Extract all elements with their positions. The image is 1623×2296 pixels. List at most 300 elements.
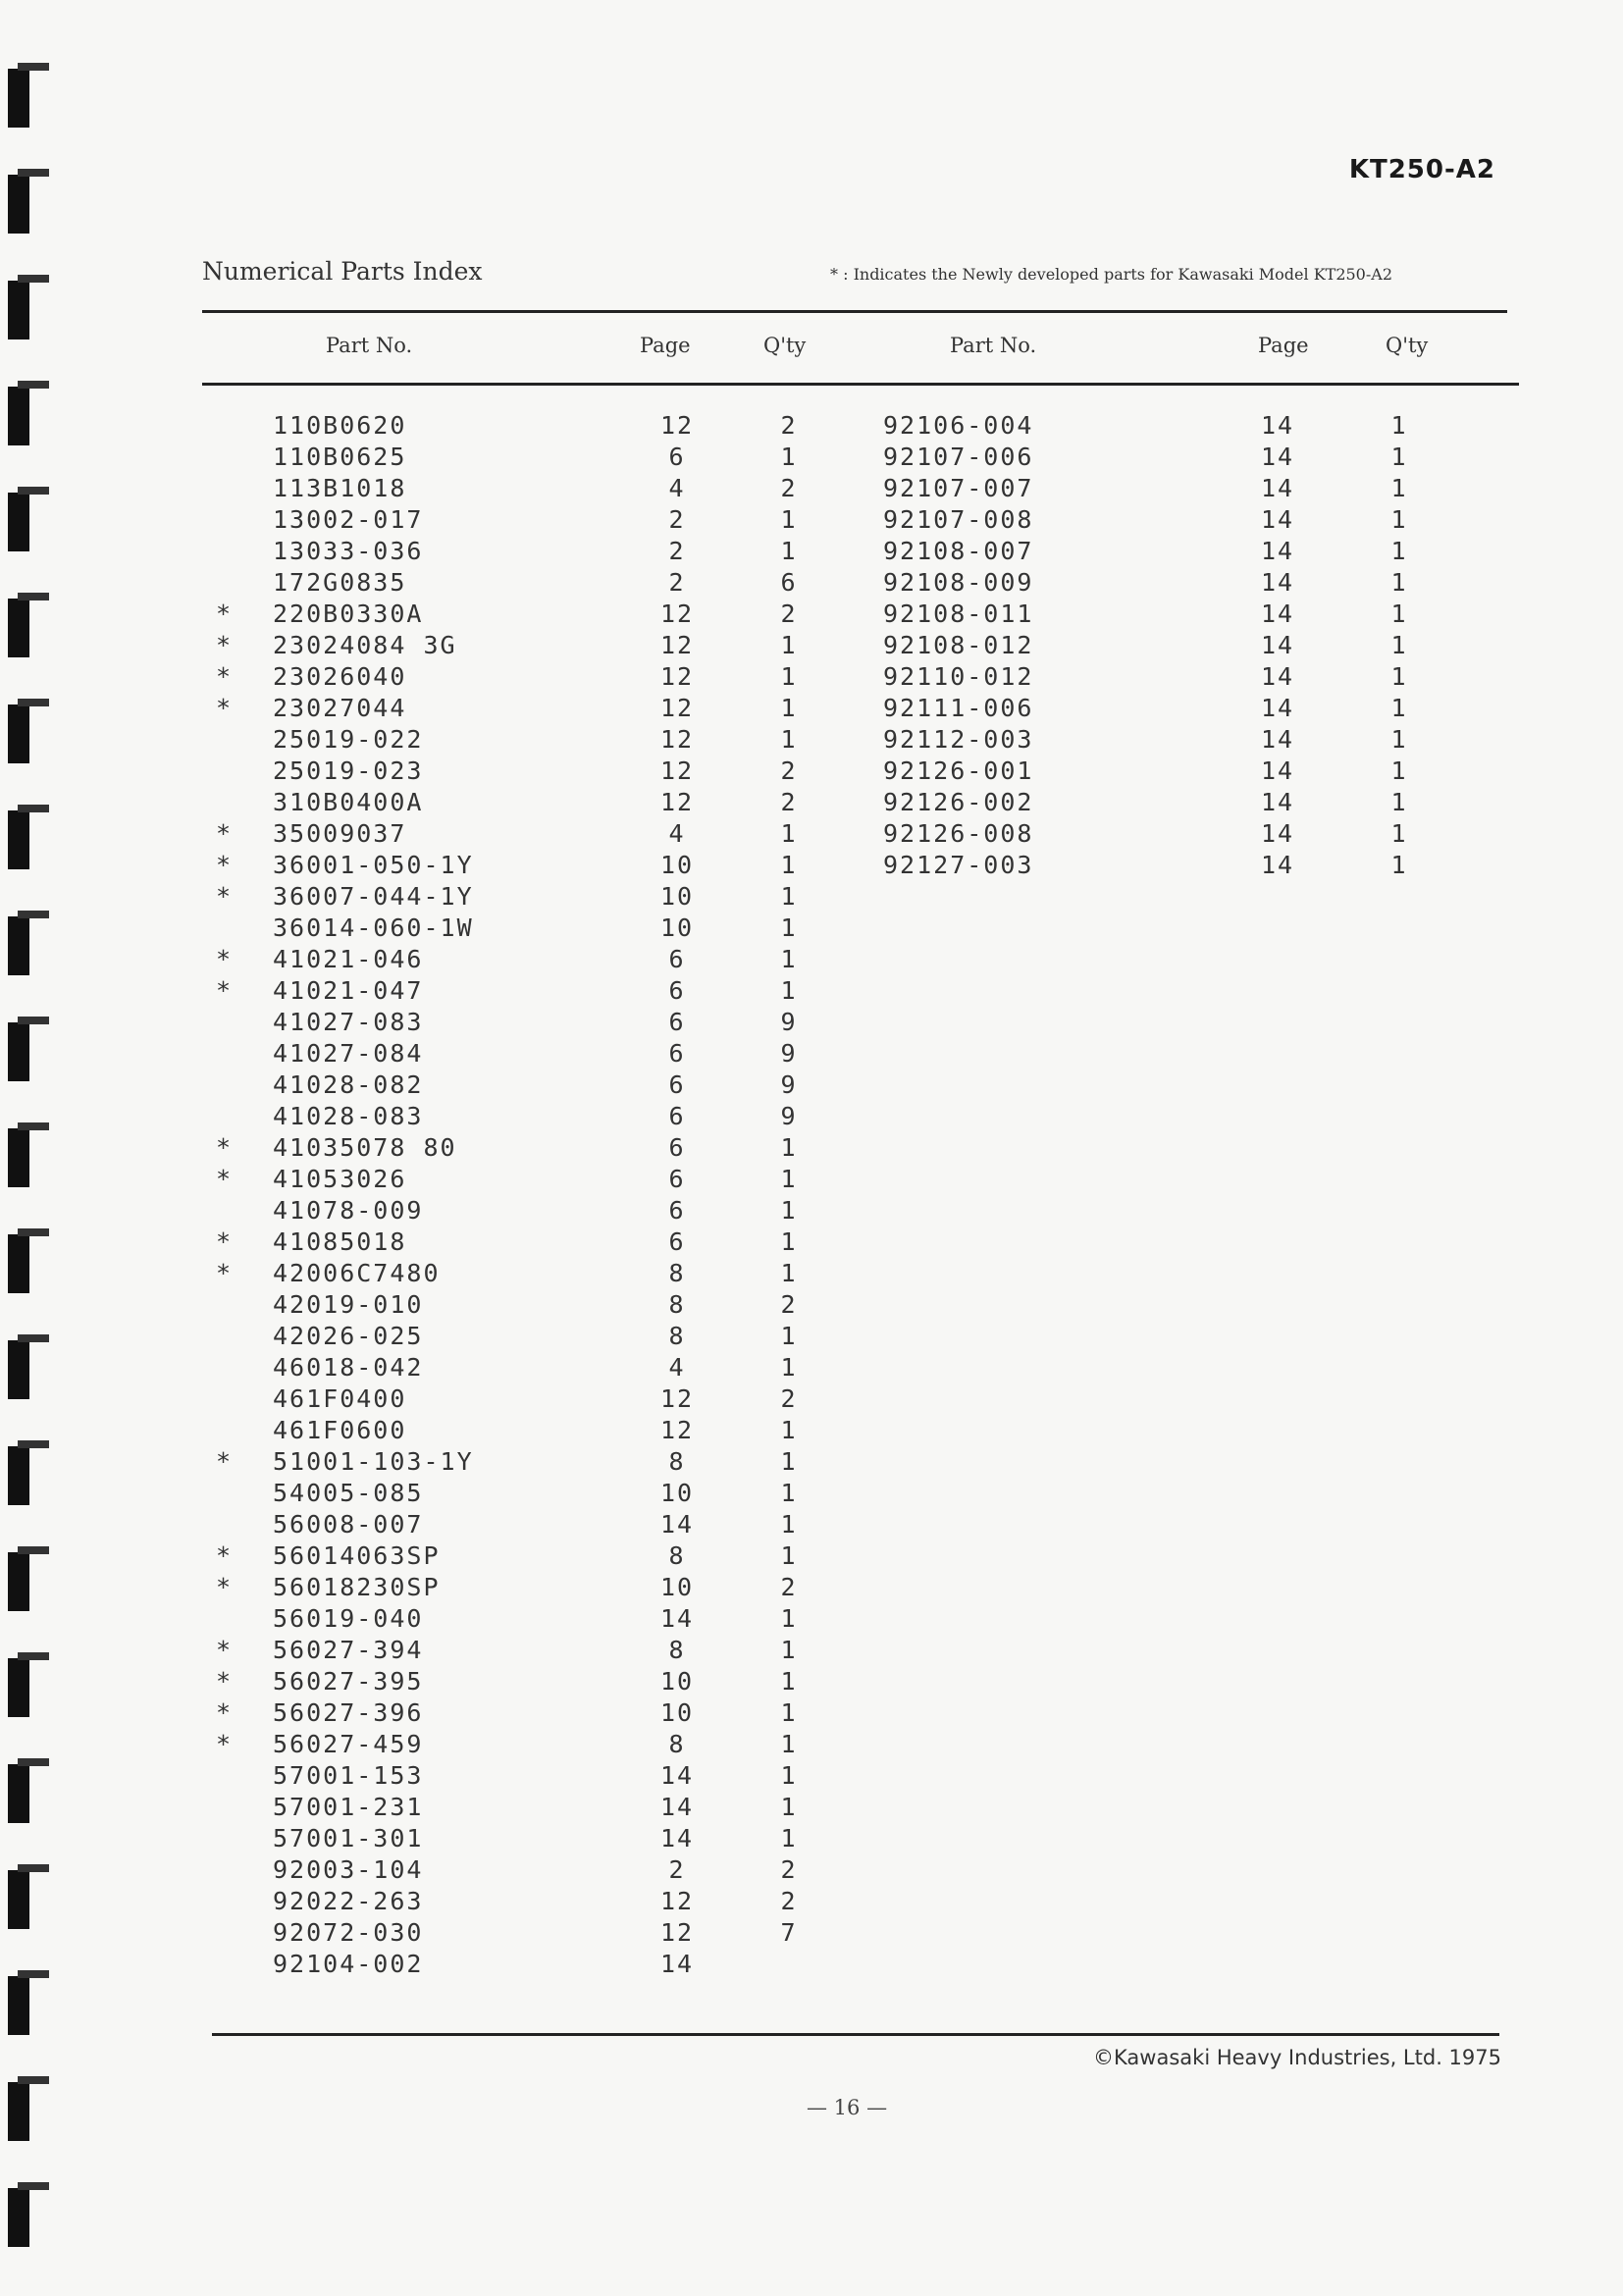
page-ref: 8 [668, 1447, 686, 1476]
page-ref: 6 [668, 976, 686, 1005]
quantity: 1 [780, 505, 798, 534]
page-ref: 14 [1260, 474, 1295, 502]
part-number: 92111-006 [883, 694, 1034, 722]
part-number: 13002-017 [273, 505, 424, 534]
new-part-marker [216, 1007, 233, 1038]
binding-ring [18, 1122, 49, 1130]
quantity: 6 [780, 568, 798, 597]
new-part-marker [216, 1823, 233, 1854]
part-number: 92110-012 [883, 662, 1034, 691]
part-number: 56014063SP [273, 1541, 441, 1570]
new-part-marker: * [216, 1636, 234, 1664]
binding-ring [18, 2182, 49, 2190]
quantity: 1 [1390, 694, 1408, 722]
quantity: 1 [780, 1353, 798, 1382]
part-number: 92126-002 [883, 788, 1034, 816]
part-number: 92107-007 [883, 474, 1034, 502]
new-part-marker [216, 1886, 233, 1917]
new-part-marker: * [216, 851, 234, 879]
new-part-marker: * [216, 945, 234, 973]
quantity: 1 [780, 662, 798, 691]
new-part-marker [216, 724, 233, 756]
binding-ring [18, 1228, 49, 1236]
quantity: 1 [780, 1510, 798, 1539]
part-number: 42006C7480 [273, 1259, 441, 1287]
new-part-marker: * [216, 600, 234, 628]
part-number: 56019-040 [273, 1604, 424, 1633]
spiral-binding [0, 0, 69, 2296]
quantity: 1 [1390, 411, 1408, 440]
new-part-marker [216, 913, 233, 944]
left-page-column [648, 410, 707, 1980]
right-page-column [1248, 410, 1307, 881]
quantity: 1 [780, 851, 798, 879]
binding-ring [18, 805, 49, 812]
part-number: 46018-042 [273, 1353, 424, 1382]
page-ref: 14 [1260, 537, 1295, 565]
page-ref: 14 [1260, 757, 1295, 785]
quantity: 9 [780, 1102, 798, 1130]
binding-hole [8, 1764, 29, 1823]
binding-hole [8, 1340, 29, 1399]
quantity: 1 [1390, 725, 1408, 754]
part-number: 41028-083 [273, 1102, 424, 1130]
quantity: 1 [780, 1604, 798, 1633]
part-number: 42019-010 [273, 1290, 424, 1319]
page-ref: 6 [668, 1039, 686, 1068]
page-ref: 14 [1260, 631, 1295, 659]
right-page-header: Page [1258, 334, 1309, 357]
page-ref: 12 [659, 631, 695, 659]
page-ref: 6 [668, 1008, 686, 1036]
header-bottom-rule [202, 383, 1519, 386]
page-ref: 14 [1260, 819, 1295, 848]
new-part-marker [216, 1949, 233, 1980]
part-number: 41078-009 [273, 1196, 424, 1225]
quantity: 1 [1390, 505, 1408, 534]
part-number: 92112-003 [883, 725, 1034, 754]
page-ref: 14 [659, 1950, 695, 1978]
page-ref: 12 [659, 725, 695, 754]
quantity: 1 [780, 694, 798, 722]
binding-ring [18, 487, 49, 495]
part-number: 110B0625 [273, 443, 407, 471]
page-ref: 6 [668, 1070, 686, 1099]
new-part-marker [216, 504, 233, 536]
quantity: 1 [780, 1667, 798, 1696]
page-ref: 12 [659, 757, 695, 785]
quantity: 1 [1390, 474, 1408, 502]
quantity: 2 [780, 1855, 798, 1884]
part-number: 172G0835 [273, 568, 407, 597]
quantity: 7 [780, 1918, 798, 1947]
part-number: 92106-004 [883, 411, 1034, 440]
quantity: 1 [780, 1133, 798, 1162]
quantity: 1 [780, 537, 798, 565]
part-number: 461F0400 [273, 1384, 407, 1413]
binding-ring [18, 1546, 49, 1554]
quantity: 1 [1390, 537, 1408, 565]
quantity: 1 [1390, 788, 1408, 816]
part-number: 92107-008 [883, 505, 1034, 534]
new-part-marker [216, 1195, 233, 1226]
part-number: 41027-084 [273, 1039, 424, 1068]
page-ref: 14 [1260, 600, 1295, 628]
quantity: 1 [780, 1165, 798, 1193]
left-qty-header: Q'ty [763, 334, 807, 357]
part-number: 92072-030 [273, 1918, 424, 1947]
part-number: 92108-011 [883, 600, 1034, 628]
model-id: KT250-A2 [1348, 155, 1495, 184]
binding-hole [8, 2082, 29, 2141]
page-ref: 8 [668, 1290, 686, 1319]
new-part-marker [216, 1038, 233, 1070]
new-part-marker: * [216, 662, 234, 691]
part-number: 41021-046 [273, 945, 424, 973]
part-number: 92104-002 [273, 1950, 424, 1978]
page-ref: 14 [1260, 788, 1295, 816]
page-ref: 10 [659, 851, 695, 879]
new-part-marker: * [216, 1698, 234, 1727]
new-part-marker [216, 1101, 233, 1132]
part-number: 57001-301 [273, 1824, 424, 1852]
part-number: 92108-009 [883, 568, 1034, 597]
page-ref: 10 [659, 1573, 695, 1601]
part-number: 35009037 [273, 819, 407, 848]
binding-hole [8, 1446, 29, 1505]
part-number: 56027-394 [273, 1636, 424, 1664]
part-number: 92022-263 [273, 1887, 424, 1915]
part-number: 36014-060-1W [273, 913, 474, 942]
binding-ring [18, 1017, 49, 1024]
page-title: Numerical Parts Index [202, 257, 483, 286]
part-number: 92003-104 [273, 1855, 424, 1884]
quantity: 1 [780, 913, 798, 942]
page-ref: 2 [668, 537, 686, 565]
left-star-column [216, 410, 233, 1980]
part-number: 23026040 [273, 662, 407, 691]
quantity: 1 [1390, 600, 1408, 628]
page-ref: 14 [659, 1510, 695, 1539]
quantity [771, 1949, 807, 1980]
quantity: 2 [780, 474, 798, 502]
new-part-marker: * [216, 1133, 234, 1162]
page-ref: 14 [1260, 851, 1295, 879]
quantity: 1 [780, 1698, 798, 1727]
binding-hole [8, 69, 29, 128]
page-ref: 2 [668, 1855, 686, 1884]
quantity: 1 [780, 1416, 798, 1444]
page-ref: 12 [659, 788, 695, 816]
quantity: 1 [780, 725, 798, 754]
new-part-marker [216, 1070, 233, 1101]
new-part-marker: * [216, 882, 234, 911]
new-part-marker: * [216, 976, 234, 1005]
quantity: 1 [780, 1824, 798, 1852]
page-ref: 2 [668, 568, 686, 597]
quantity: 1 [1390, 662, 1408, 691]
quantity: 1 [780, 819, 798, 848]
part-number: 36007-044-1Y [273, 882, 474, 911]
binding-ring [18, 2076, 49, 2084]
left-qty-column [771, 410, 807, 1980]
binding-hole [8, 704, 29, 763]
quantity: 1 [780, 1227, 798, 1256]
binding-ring [18, 699, 49, 706]
header-top-rule [202, 310, 1507, 313]
quantity: 1 [780, 945, 798, 973]
page-ref: 10 [659, 1698, 695, 1727]
quantity: 1 [1390, 851, 1408, 879]
binding-ring [18, 1758, 49, 1766]
part-number: 23024084 3G [273, 631, 457, 659]
right-qty-header: Q'ty [1386, 334, 1429, 357]
new-part-marker: * [216, 631, 234, 659]
part-number: 41028-082 [273, 1070, 424, 1099]
part-number: 110B0620 [273, 411, 407, 440]
new-part-marker [216, 1603, 233, 1635]
quantity: 1 [780, 1793, 798, 1821]
new-part-marker [216, 1509, 233, 1540]
page-ref: 14 [1260, 725, 1295, 754]
page-number: — 16 — [807, 2096, 888, 2119]
part-number: 41053026 [273, 1165, 407, 1193]
binding-hole [8, 281, 29, 339]
binding-ring [18, 1440, 49, 1448]
page-ref: 14 [659, 1824, 695, 1852]
page-ref: 4 [668, 819, 686, 848]
quantity: 1 [780, 1636, 798, 1664]
page-ref: 14 [1260, 411, 1295, 440]
page-ref: 14 [659, 1761, 695, 1790]
page-ref: 12 [659, 1887, 695, 1915]
page-ref: 2 [668, 505, 686, 534]
page-ref: 4 [668, 474, 686, 502]
right-qty-column [1382, 410, 1417, 881]
part-number: 57001-153 [273, 1761, 424, 1790]
new-part-marker [216, 536, 233, 567]
binding-hole [8, 916, 29, 975]
part-number: 461F0600 [273, 1416, 407, 1444]
page-ref: 14 [659, 1604, 695, 1633]
part-number: 42026-025 [273, 1322, 424, 1350]
footer-rule [212, 2033, 1499, 2036]
new-part-marker [216, 1289, 233, 1321]
part-number: 41035078 80 [273, 1133, 457, 1162]
binding-hole [8, 493, 29, 551]
page-ref: 10 [659, 913, 695, 942]
part-number: 92126-008 [883, 819, 1034, 848]
new-part-marker [216, 1478, 233, 1509]
binding-hole [8, 2188, 29, 2247]
part-number: 92108-012 [883, 631, 1034, 659]
new-part-marker [216, 1792, 233, 1823]
quantity: 1 [780, 1761, 798, 1790]
page-ref: 14 [1260, 662, 1295, 691]
part-number: 92126-001 [883, 757, 1034, 785]
binding-hole [8, 387, 29, 445]
new-part-marker: * [216, 1165, 234, 1193]
page-ref: 6 [668, 443, 686, 471]
new-part-marker [216, 567, 233, 599]
binding-ring [18, 1970, 49, 1978]
binding-hole [8, 1976, 29, 2035]
page-ref: 12 [659, 1384, 695, 1413]
new-part-marker [216, 442, 233, 473]
page-ref: 6 [668, 1133, 686, 1162]
page-ref: 12 [659, 662, 695, 691]
quantity: 1 [780, 1322, 798, 1350]
part-number: 113B1018 [273, 474, 407, 502]
page-ref: 14 [1260, 505, 1295, 534]
page-ref: 14 [1260, 443, 1295, 471]
part-number: 41085018 [273, 1227, 407, 1256]
page-ref: 6 [668, 945, 686, 973]
quantity: 1 [1390, 819, 1408, 848]
part-number: 41027-083 [273, 1008, 424, 1036]
quantity: 2 [780, 788, 798, 816]
left-partno-column [273, 410, 474, 1980]
quantity: 2 [780, 600, 798, 628]
page-ref: 12 [659, 600, 695, 628]
binding-ring [18, 169, 49, 177]
page-ref: 6 [668, 1227, 686, 1256]
quantity: 2 [780, 1573, 798, 1601]
new-part-marker: * [216, 694, 234, 722]
page-ref: 8 [668, 1541, 686, 1570]
part-number: 56027-459 [273, 1730, 424, 1758]
new-part-marker [216, 1917, 233, 1949]
part-number: 92108-007 [883, 537, 1034, 565]
part-number: 56027-396 [273, 1698, 424, 1727]
binding-hole [8, 810, 29, 869]
part-number: 36001-050-1Y [273, 851, 474, 879]
quantity: 1 [780, 976, 798, 1005]
part-number: 92107-006 [883, 443, 1034, 471]
new-part-marker [216, 1760, 233, 1792]
new-part-marker: * [216, 1667, 234, 1696]
part-number: 13033-036 [273, 537, 424, 565]
new-part-marker: * [216, 819, 234, 848]
new-part-marker: * [216, 1259, 234, 1287]
new-part-marker: * [216, 1541, 234, 1570]
quantity: 1 [780, 1730, 798, 1758]
new-part-marker [216, 1383, 233, 1415]
new-part-marker [216, 787, 233, 818]
binding-ring [18, 275, 49, 283]
quantity: 1 [780, 1541, 798, 1570]
new-part-marker [216, 410, 233, 442]
page-ref: 8 [668, 1322, 686, 1350]
quantity: 1 [1390, 568, 1408, 597]
page-ref: 12 [659, 1918, 695, 1947]
binding-hole [8, 599, 29, 657]
binding-hole [8, 1658, 29, 1717]
part-number: 51001-103-1Y [273, 1447, 474, 1476]
page-ref: 12 [659, 694, 695, 722]
quantity: 1 [780, 631, 798, 659]
left-partno-header: Part No. [326, 334, 413, 357]
quantity: 9 [780, 1008, 798, 1036]
page-ref: 6 [668, 1102, 686, 1130]
binding-hole [8, 1234, 29, 1293]
part-number: 56008-007 [273, 1510, 424, 1539]
binding-hole [8, 1870, 29, 1929]
binding-ring [18, 381, 49, 389]
binding-hole [8, 1128, 29, 1187]
quantity: 1 [780, 1196, 798, 1225]
new-part-marker [216, 1352, 233, 1383]
page-ref: 10 [659, 1479, 695, 1507]
page-ref: 12 [659, 1416, 695, 1444]
page-ref: 8 [668, 1730, 686, 1758]
quantity: 2 [780, 757, 798, 785]
quantity: 1 [780, 443, 798, 471]
part-number: 25019-023 [273, 757, 424, 785]
part-number: 56018230SP [273, 1573, 441, 1601]
copyright: ©Kawasaki Heavy Industries, Ltd. 1975 [1093, 2046, 1501, 2069]
new-part-marker [216, 1321, 233, 1352]
binding-ring [18, 1864, 49, 1872]
page-ref: 14 [1260, 694, 1295, 722]
page-ref: 8 [668, 1636, 686, 1664]
quantity: 1 [780, 1479, 798, 1507]
new-part-marker [216, 756, 233, 787]
new-part-marker: * [216, 1730, 234, 1758]
part-number: 220B0330A [273, 600, 424, 628]
page-ref: 14 [659, 1793, 695, 1821]
quantity: 2 [780, 1384, 798, 1413]
quantity: 9 [780, 1070, 798, 1099]
quantity: 2 [780, 1290, 798, 1319]
page-ref: 6 [668, 1196, 686, 1225]
quantity: 9 [780, 1039, 798, 1068]
part-number: 25019-022 [273, 725, 424, 754]
quantity: 2 [780, 1887, 798, 1915]
page-ref: 6 [668, 1165, 686, 1193]
page-ref: 12 [659, 411, 695, 440]
binding-ring [18, 1334, 49, 1342]
part-number: 57001-231 [273, 1793, 424, 1821]
part-number: 54005-085 [273, 1479, 424, 1507]
quantity: 2 [780, 411, 798, 440]
part-number: 23027044 [273, 694, 407, 722]
new-part-marker: * [216, 1227, 234, 1256]
part-number: 92127-003 [883, 851, 1034, 879]
new-part-marker: * [216, 1573, 234, 1601]
quantity: 1 [780, 882, 798, 911]
part-number: 310B0400A [273, 788, 424, 816]
right-partno-column [883, 410, 1033, 881]
binding-hole [8, 1552, 29, 1611]
new-part-marker [216, 1854, 233, 1886]
page-ref: 14 [1260, 568, 1295, 597]
new-part-marker: * [216, 1447, 234, 1476]
new-part-marker [216, 1415, 233, 1446]
newly-developed-note: * : Indicates the Newly developed parts for Kawasaki Model KT250-A2 [830, 265, 1392, 284]
quantity: 1 [1390, 757, 1408, 785]
page-ref: 10 [659, 882, 695, 911]
right-partno-header: Part No. [950, 334, 1037, 357]
quantity: 1 [1390, 631, 1408, 659]
binding-hole [8, 175, 29, 234]
left-page-header: Page [640, 334, 691, 357]
part-number: 41021-047 [273, 976, 424, 1005]
quantity: 1 [780, 1447, 798, 1476]
binding-ring [18, 1652, 49, 1660]
new-part-marker [216, 473, 233, 504]
binding-ring [18, 593, 49, 600]
